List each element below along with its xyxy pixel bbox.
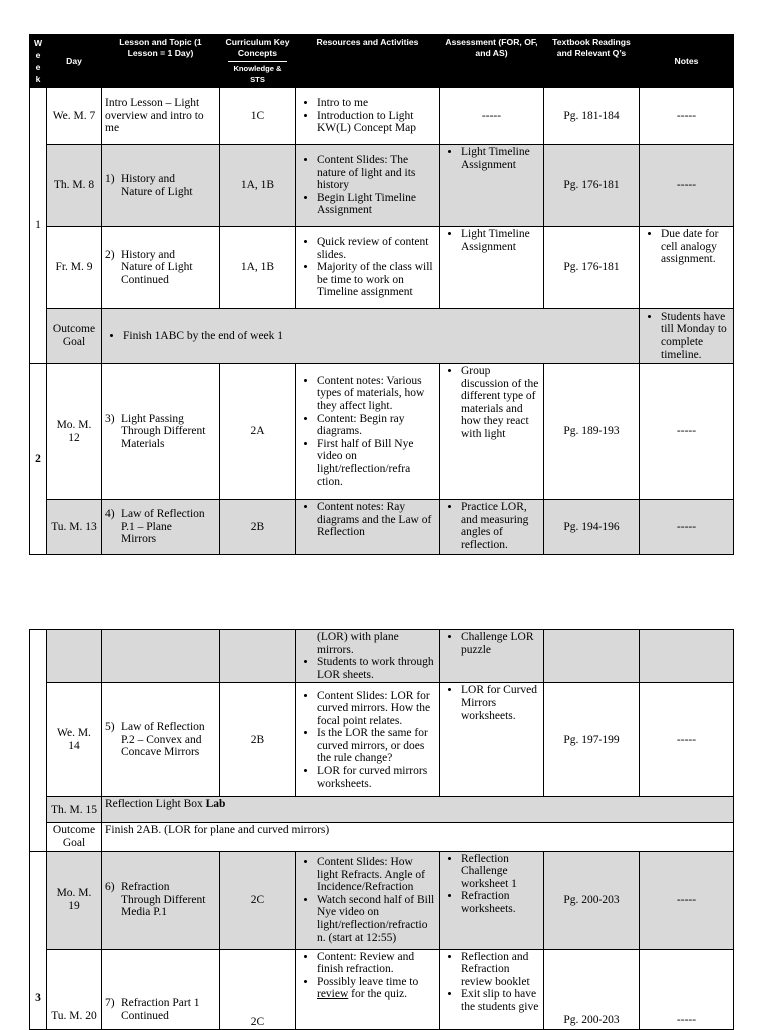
table-row xyxy=(30,851,734,949)
concept-cell: 2B xyxy=(220,683,296,797)
table-row xyxy=(30,227,734,309)
day-cell xyxy=(47,630,102,683)
notes-cell: ----- xyxy=(640,364,734,500)
list-item: • Group discussion of the different type of materials and how they react with light xyxy=(461,365,540,441)
day-cell: Mo. M. 19 xyxy=(47,851,102,949)
day-cell: Tu. M. 20 xyxy=(47,949,102,1029)
concept-cell: 1A, 1B xyxy=(220,145,296,227)
list-item: • Refraction worksheets. xyxy=(461,890,540,915)
assessment-cell xyxy=(440,949,544,1029)
table-row xyxy=(30,630,734,683)
list-item: • Watch second half of Bill Nye video on light/reflection/refractio n. (start at 12:55) xyxy=(317,894,436,944)
notes-cell: ----- xyxy=(640,949,734,1029)
textbook-cell: Pg. 200-203 xyxy=(544,949,640,1029)
table-row xyxy=(30,949,734,1029)
lesson-cell xyxy=(102,630,220,683)
list-item: • Possibly leave time to review for the quiz. xyxy=(317,976,436,1001)
concept-cell: 2B xyxy=(220,500,296,555)
assessment-cell: ----- xyxy=(440,88,544,145)
notes-cell: ----- xyxy=(640,683,734,797)
day-cell: Outcome Goal xyxy=(47,823,102,851)
header-assessment: Assessment (FOR, OF, and AS) xyxy=(440,35,544,88)
list-item: • Content notes: Various types of materials, how they affect light. xyxy=(317,375,436,413)
list-item: • Is the LOR the same for curved mirrors, or does the rule change? xyxy=(317,727,436,765)
notes-cell xyxy=(640,227,734,309)
goal-cell xyxy=(102,309,640,364)
textbook-cell: Pg. 181-184 xyxy=(544,88,640,145)
textbook-cell: Pg. 194-196 xyxy=(544,500,640,555)
week-number: 3 xyxy=(30,851,47,1029)
week-number: 1 xyxy=(30,88,47,364)
list-item: • Content: Review and finish refraction. xyxy=(317,951,436,976)
lesson-plan-table-1 xyxy=(29,34,734,555)
list-item: • Light Timeline Assignment xyxy=(461,228,540,253)
lesson-cell: 5) Law of Reflection P.2 – Convex and Concave Mirrors xyxy=(102,683,220,797)
list-item: • Intro to me xyxy=(317,97,436,110)
notes-cell xyxy=(640,309,734,364)
notes-cell: ----- xyxy=(640,88,734,145)
day-cell: Outcome Goal xyxy=(47,309,102,364)
resources-cell xyxy=(296,88,440,145)
day-cell: Th. M. 8 xyxy=(47,145,102,227)
list-item: • Begin Light Timeline Assignment xyxy=(317,192,436,217)
notes-cell: ----- xyxy=(640,851,734,949)
list-item: • Content Slides: The nature of light and its history xyxy=(317,154,436,192)
resources-continued: (LOR) with plane mirrors. xyxy=(317,631,399,656)
lab-cell: Reflection Light Box Lab xyxy=(102,797,734,823)
header-textbook: Textbook Readings and Relevant Q’s xyxy=(544,35,640,88)
day-cell: We. M. 14 xyxy=(47,683,102,797)
resources-cell xyxy=(296,500,440,555)
header-notes: Notes xyxy=(640,35,734,88)
textbook-cell: Pg. 176-181 xyxy=(544,227,640,309)
resources-cell xyxy=(296,630,440,683)
assessment-cell xyxy=(440,500,544,555)
assessment-cell xyxy=(440,683,544,797)
resources-cell xyxy=(296,145,440,227)
day-cell: Tu. M. 13 xyxy=(47,500,102,555)
textbook-cell: Pg. 197-199 xyxy=(544,683,640,797)
lesson-cell: 2) History and Nature of Light Continued xyxy=(102,227,220,309)
concept-cell: 1C xyxy=(220,88,296,145)
list-item: • Students to work through LOR sheets. xyxy=(317,656,436,681)
list-item: • Light Timeline Assignment xyxy=(461,146,540,171)
week-number: 2 xyxy=(30,364,47,555)
list-item: • Reflection and Refraction review booklet xyxy=(461,951,540,989)
week-cell-blank xyxy=(30,630,47,852)
header-day: Day xyxy=(47,35,102,88)
concept-cell: 2C xyxy=(220,851,296,949)
list-item: • Due date for cell analogy assignment. xyxy=(661,228,730,266)
lesson-cell: 3) Light Passing Through Different Materials xyxy=(102,364,220,500)
textbook-cell: Pg. 200-203 xyxy=(544,851,640,949)
lesson-cell: Intro Lesson – Light overview and intro to me xyxy=(102,88,220,145)
assessment-cell xyxy=(440,227,544,309)
list-item: • LOR for Curved Mirrors worksheets. xyxy=(461,684,540,722)
lesson-plan-table-2 xyxy=(29,629,734,1030)
day-cell: Fr. M. 9 xyxy=(47,227,102,309)
list-item: • First half of Bill Nye video on light/reflection/refra ction. xyxy=(317,438,436,488)
table-row xyxy=(30,364,734,500)
resources-cell xyxy=(296,949,440,1029)
header-curriculum: Curriculum Key Concepts Knowledge & STS xyxy=(220,35,296,88)
outcome-goal-row xyxy=(30,309,734,364)
concept-cell: 2C xyxy=(220,949,296,1029)
list-item: • Practice LOR, and measuring angles of reflection. xyxy=(461,501,540,551)
assessment-cell xyxy=(440,145,544,227)
list-item: • LOR for curved mirrors worksheets. xyxy=(317,765,436,790)
resources-cell xyxy=(296,364,440,500)
list-item: • Majority of the class will be time to work on Timeline assignment xyxy=(317,261,436,299)
list-item: • Finish 1ABC by the end of week 1 xyxy=(123,330,636,343)
list-item: • Content: Begin ray diagrams. xyxy=(317,413,436,438)
lesson-cell: 4) Law of Reflection P.1 – Plane Mirrors xyxy=(102,500,220,555)
lab-row xyxy=(30,797,734,823)
lesson-cell: 6) Refraction Through Different Media P.1 xyxy=(102,851,220,949)
table-row xyxy=(30,88,734,145)
list-item: • Challenge LOR puzzle xyxy=(461,631,540,656)
table-row xyxy=(30,145,734,227)
concept-cell: 2A xyxy=(220,364,296,500)
day-cell: We. M. 7 xyxy=(47,88,102,145)
assessment-cell xyxy=(440,851,544,949)
list-item: • Content Slides: How light Refracts. Angle of Incidence/Refraction xyxy=(317,856,436,894)
assessment-cell xyxy=(440,630,544,683)
header-week: W e e k xyxy=(30,35,47,88)
resources-cell xyxy=(296,683,440,797)
outcome-goal-row xyxy=(30,823,734,851)
list-item: • Introduction to Light KW(L) Concept Map xyxy=(317,110,436,135)
header-lesson: Lesson and Topic (1 Lesson = 1 Day) xyxy=(102,35,220,88)
list-item: • Quick review of content slides. xyxy=(317,236,436,261)
list-item: • Content notes: Ray diagrams and the Law of Reflection xyxy=(317,501,436,539)
resources-cell xyxy=(296,851,440,949)
header-resources: Resources and Activities xyxy=(296,35,440,88)
resources-cell xyxy=(296,227,440,309)
assessment-cell xyxy=(440,364,544,500)
list-item: • Exit slip to have the students give xyxy=(461,988,540,1013)
goal-cell: Finish 2AB. (LOR for plane and curved mirrors) xyxy=(102,823,734,851)
day-cell: Th. M. 15 xyxy=(47,797,102,823)
table-row xyxy=(30,500,734,555)
day-cell: Mo. M. 12 xyxy=(47,364,102,500)
textbook-cell: Pg. 176-181 xyxy=(544,145,640,227)
header-row xyxy=(30,35,734,88)
notes-cell: ----- xyxy=(640,145,734,227)
concept-cell: 1A, 1B xyxy=(220,227,296,309)
textbook-cell xyxy=(544,630,640,683)
lesson-cell: 1) History and Nature of Light xyxy=(102,145,220,227)
textbook-cell: Pg. 189-193 xyxy=(544,364,640,500)
notes-cell: ----- xyxy=(640,500,734,555)
table-row xyxy=(30,683,734,797)
list-item: • Students have till Monday to complete timeline. xyxy=(661,311,730,361)
list-item: • Content Slides: LOR for curved mirrors. How the focal point relates. xyxy=(317,690,436,728)
concept-cell xyxy=(220,630,296,683)
lesson-cell: 7) Refraction Part 1 Continued xyxy=(102,949,220,1029)
notes-cell xyxy=(640,630,734,683)
list-item: • Reflection Challenge worksheet 1 xyxy=(461,853,540,891)
